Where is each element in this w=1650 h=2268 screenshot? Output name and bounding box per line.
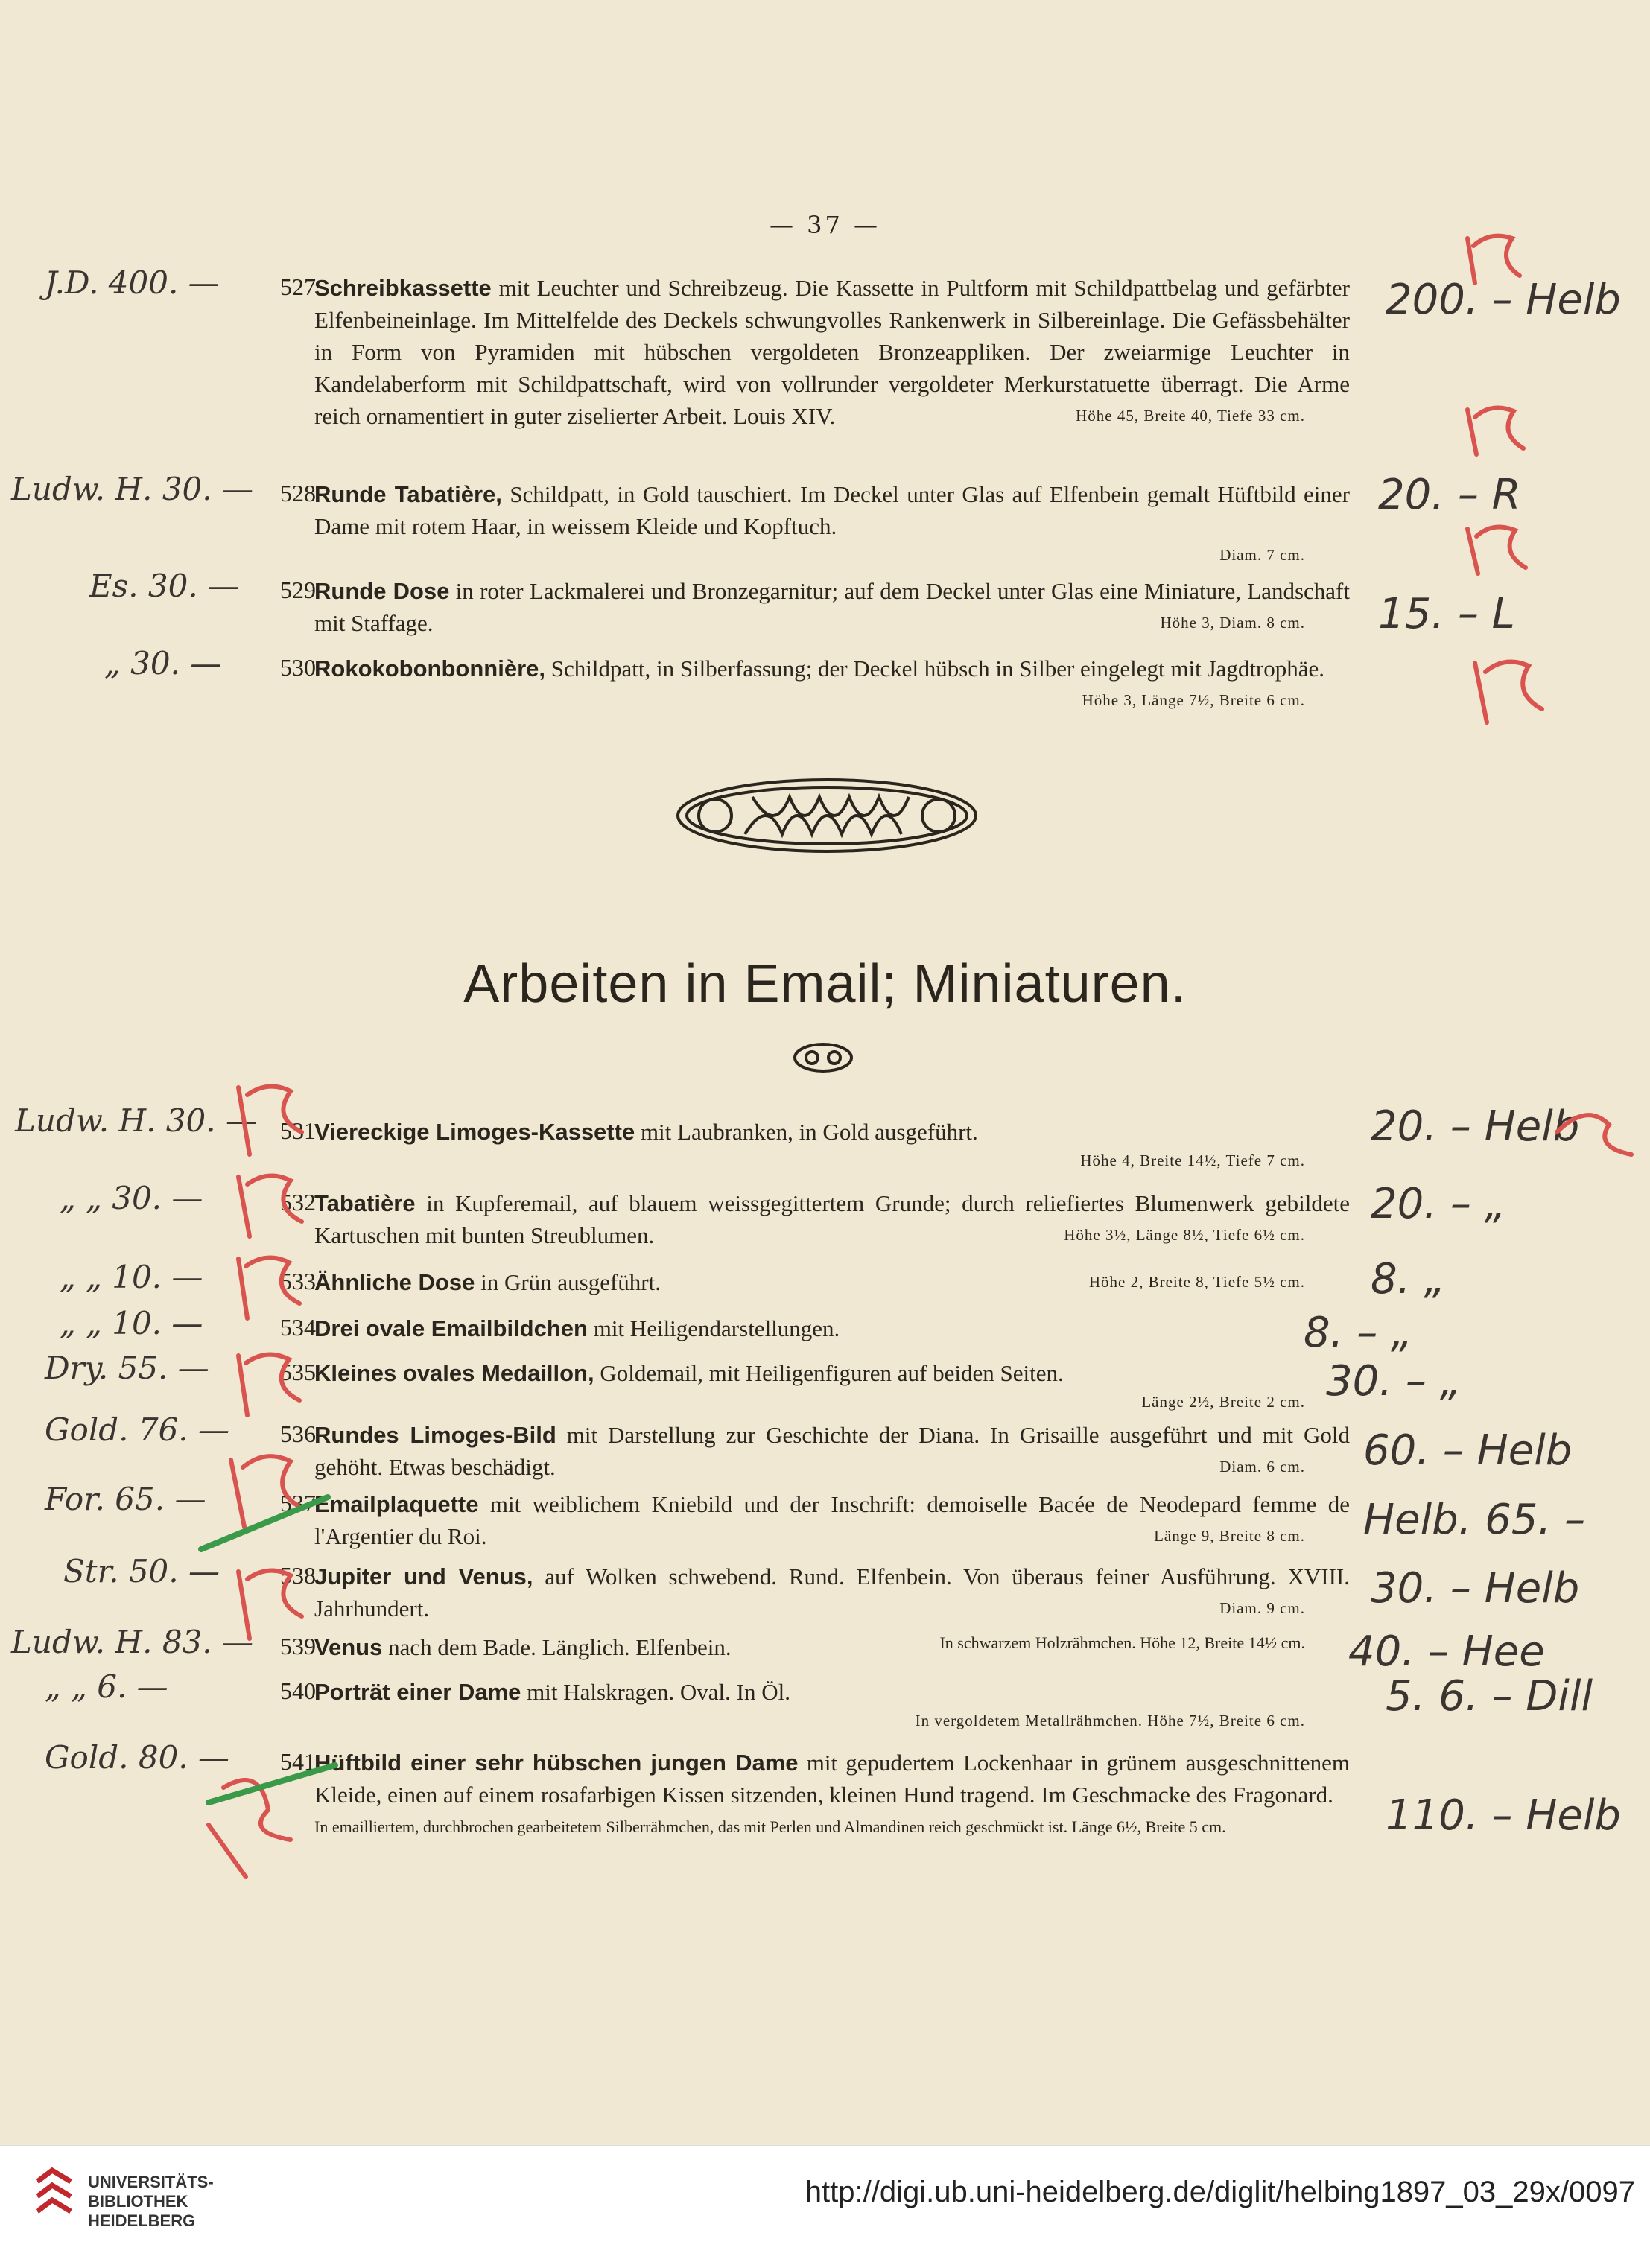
lot-number: 529 [280,576,316,603]
handwritten-bidder: Str. 50. — [63,1553,220,1589]
handwritten-price: 20. – R [1378,471,1521,519]
page-number: — 37 — [769,211,881,239]
lot-text: mit Darstellung zur Geschichte der Diana. In Grisaille ausgeführt und mit Gold gehöht. Etwas beschädigt. [314,1422,1350,1480]
lot-number: 539 [280,1633,316,1659]
lot-dimensions: In emailliertem, durchbrochen gearbeitetem Silberrähmchen, das mit Perlen und Almandinen reich geschmückt ist. Länge 6½, Breite 5 cm. [314,1817,1226,1836]
library-footer [0,2145,1650,2268]
handwritten-bidder: „ „ 30. — [60,1180,203,1216]
lot-description [314,1266,1350,1298]
lot-dimensions: Höhe 45, Breite 40, Tiefe 33 cm. [1076,407,1305,425]
handwritten-price: 15. – L [1378,590,1515,638]
lot-title: Runde Dose [314,578,450,604]
lot-number: 531 [280,1117,316,1144]
lot-title: Schreibkassette [314,275,492,301]
handwritten-bidder: For. 65. — [45,1481,206,1517]
handwritten-bidder: Ludw. H. 30. — [11,471,253,507]
ornament-flourish [663,767,991,864]
permalink-url[interactable]: http://digi.ub.uni-heidelberg.de/diglit/helbing1897_03_29x/0097 [805,2176,1635,2208]
handwritten-bidder: „ „ 10. — [60,1305,203,1341]
lot-title: Rokokobonbonnière, [314,655,545,682]
handwritten-price: 20. – „ [1371,1180,1506,1228]
handwritten-bidder: Ludw. H. 30. — [15,1102,257,1139]
handwritten-bidder: Es. 30. — [89,568,240,604]
handwritten-price: 30. – „ [1326,1357,1462,1405]
lot-title: Emailplaquette [314,1491,479,1517]
lot-title: Drei ovale Emailbildchen [314,1315,588,1341]
handwritten-bidder: „ 30. — [104,645,222,682]
lot-text: mit Leuchter und Schreibzeug. Die Kassette in Pultform mit Schildpattbelag und gefärbter Elfenbeineinlage. Im Mittelfelde des Deckels schwungvolles Rankenwerk in Silbereinlage. Die Gefässbehälter in Form von Pyramiden mit hübschen vergoldeten Bronzeappliken. Der zweiarmige Leuchter in Kandelaberform mit Schildpattschaft, wird von vollrunder vergoldeter Merkurstatuette überragt. Die Arme reich ornamentiert in guter ziselierter Arbeit. Louis XIV. [314,275,1350,429]
lot-title: Tabatière [314,1190,416,1216]
handwritten-bidder: Dry. 55. — [45,1350,209,1386]
library-logo-icon [30,2167,82,2226]
lot-title: Rundes Limoges-Bild [314,1422,556,1448]
handwritten-price: 200. – Helb [1386,276,1621,324]
pencil-marks-bottom [179,1073,343,1892]
lot-title: Runde Tabatière, [314,481,502,507]
handwritten-price: Helb. 65. – [1363,1496,1586,1544]
handwritten-bidder: J.D. 400. — [45,264,220,301]
handwritten-price: 60. – Helb [1363,1426,1573,1475]
lot-description [314,575,1350,639]
lot-number: 541 [280,1748,316,1775]
lot-dimensions: Höhe 2, Breite 8, Tiefe 5½ cm. [1088,1273,1305,1291]
lot-title: Porträt einer Dame [314,1679,521,1705]
lot-description [314,1187,1350,1251]
handwritten-price: 20. – Helb [1371,1102,1580,1151]
lot-number: 528 [280,480,316,506]
lot-description [314,272,1350,432]
lot-text: in Kupferemail, auf blauem weissgegittertem Grunde; durch reliefiertes Blumenwerk gebildete Kartuschen mit bunten Streublumen. [314,1190,1350,1248]
lot-description [314,1312,1350,1344]
lot-title: Jupiter und Venus, [314,1563,533,1589]
lot-number: 534 [280,1314,316,1341]
lot-text: mit weiblichem Kniebild und der Inschrift: demoiselle Bacée de Neodepard femme de l'Argentier du Roi. [314,1491,1350,1549]
lot-number: 536 [280,1420,316,1447]
lot-number: 532 [280,1189,316,1216]
lot-dimensions: Höhe 3½, Länge 8½, Tiefe 6½ cm. [1064,1226,1305,1244]
lot-text: Goldemail, mit Heiligenfiguren auf beiden Seiten. [594,1360,1064,1386]
handwritten-bidder: „ „ 10. — [60,1259,203,1295]
red-pencil-mark-right [1542,1073,1646,1162]
lot-dimensions: Höhe 3, Länge 7½, Breite 6 cm. [1082,691,1305,709]
lot-description [314,1488,1350,1552]
lot-description [314,1676,1350,1733]
lot-dimensions: Diam. 6 cm. [1219,1458,1305,1476]
handwritten-price: 110. – Helb [1386,1791,1621,1840]
lot-description [314,1116,1350,1173]
lot-description [314,1747,1350,1839]
handwritten-bidder: Gold. 80. — [45,1739,230,1776]
lot-dimensions: Diam. 7 cm. [1219,546,1305,564]
handwritten-price: 8. „ [1371,1255,1446,1303]
lot-description [314,1419,1350,1483]
lot-dimensions: Länge 9, Breite 8 cm. [1154,1527,1305,1545]
lot-text: mit Laubranken, in Gold ausgeführt. [635,1119,978,1145]
lot-text: nach dem Bade. Länglich. Elfenbein. [382,1634,732,1660]
handwritten-price: 5. 6. – Dill [1386,1672,1593,1721]
lot-text: Schildpatt, in Gold tauschiert. Im Deckel unter Glas auf Elfenbein gemalt Hüftbild einer Dame mit rotem Haar, in weissem Kleide und Kopftuch. [314,481,1350,539]
lot-description [314,652,1350,717]
handwritten-bidder: Ludw. H. 83. — [11,1624,253,1660]
lot-text: auf Wolken schwebend. Rund. Elfenbein. Von überaus feiner Ausführung. XVIII. Jahrhundert. [314,1563,1350,1621]
small-ornament [790,1039,857,1076]
lot-number: 538 [280,1562,316,1589]
lot-dimensions: In schwarzem Holzrähmchen. Höhe 12, Breite 14½ cm. [939,1633,1305,1652]
handwritten-price: 8. – „ [1304,1309,1413,1357]
lot-number: 530 [280,654,316,681]
lot-description [314,478,1350,568]
library-name: UNIVERSITÄTS- BIBLIOTHEK HEIDELBERG [88,2173,214,2230]
lot-number: 540 [280,1677,316,1704]
lot-dimensions: Diam. 9 cm. [1219,1599,1305,1617]
lot-title: Kleines ovales Medaillon, [314,1360,594,1386]
lot-number: 537 [280,1490,316,1516]
lot-title: Viereckige Limoges-Kassette [314,1119,635,1145]
lot-dimensions: Höhe 3, Diam. 8 cm. [1160,614,1305,632]
lot-text: mit gepudertem Lockenhaar in grünem ausgeschnittenem Kleide, einen auf einem rosafarbigen Kissen sitzenden, kleinen Hund tragend. Im Geschmacke des Fragonard. [314,1750,1350,1808]
lot-dimensions: In vergoldetem Metallrähmchen. Höhe 7½, Breite 6 cm. [915,1712,1305,1729]
handwritten-price: 40. – Hee [1348,1627,1545,1676]
lot-title: Venus [314,1634,383,1660]
lot-text: in Grün ausgeführt. [475,1269,661,1295]
lot-text: in roter Lackmalerei und Bronzegarnitur; auf dem Deckel unter Glas eine Miniature, Landschaft mit Staffage. [314,578,1350,636]
lot-dimensions: Höhe 4, Breite 14½, Tiefe 7 cm. [1080,1152,1305,1169]
lot-description [314,1631,1350,1663]
red-pencil-marks-top [1445,216,1639,752]
lot-number: 527 [280,273,316,300]
lot-text: mit Halskragen. Oval. In Öl. [521,1679,790,1705]
lot-description [314,1560,1350,1624]
lot-title: Ähnliche Dose [314,1269,475,1295]
lot-number: 535 [280,1359,316,1385]
lot-dimensions: Länge 2½, Breite 2 cm. [1141,1393,1305,1411]
lot-number: 533 [280,1268,316,1295]
lot-text: Schildpatt, in Silberfassung; der Deckel hübsch in Silber eingelegt mit Jagdtrophäe. [545,655,1325,682]
handwritten-bidder: „ „ 6. — [45,1668,168,1705]
handwritten-bidder: Gold. 76. — [45,1411,230,1448]
lot-text: mit Heiligendarstellungen. [587,1315,840,1341]
handwritten-price: 30. – Helb [1371,1564,1580,1613]
section-heading: Arbeiten in Email; Miniaturen. [463,954,1187,1014]
lot-title: Hüftbild einer sehr hübschen jungen Dame [314,1750,799,1776]
lot-description [314,1357,1350,1414]
